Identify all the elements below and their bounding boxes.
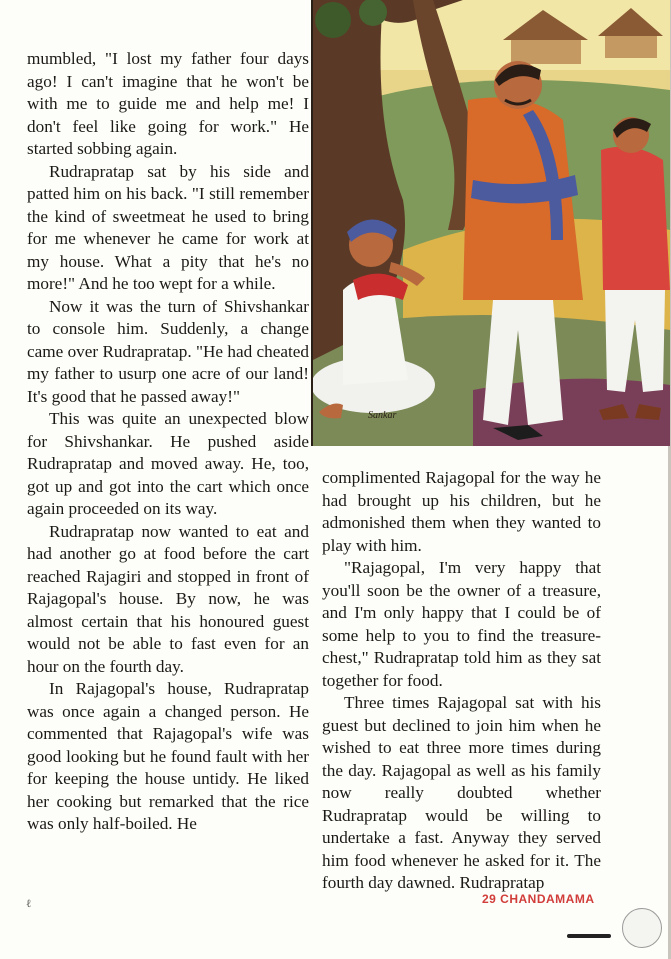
paragraph: Now it was the turn of Shivshankar to console him. Suddenly, a change came over Rudrapratap. "He had cheated my father to usurp one acre of our land! It's good that he passed away!"	[27, 296, 309, 406]
paragraph: In Rajagopal's house, Rudrapratap was once again a changed person. He commented that Rajagopal's wife was good looking but he found fault with her for keeping the house untidy. He liked her cooking but remarked that the rice was only half-boiled. He	[27, 679, 309, 833]
paragraph: Rudrapratap now wanted to eat and had another go at food before the cart reached Rajagiri and stopped in front of Rajagopal's house. By now, he was almost certain that his honoured guest would not be able to fast even for an hour on the fourth day.	[27, 521, 309, 676]
library-stamp-icon	[622, 908, 662, 948]
paragraph: Three times Rajagopal sat with his guest but declined to join him when he wished to eat three more times during the day. Rajagopal as well as his family now really doubted whether Rudrapratap would be willing to undertake a fast. Anyway they served him food whenever he asked for it. The fourth day dawned. Rudrapratap	[322, 693, 601, 892]
story-illustration	[311, 0, 670, 446]
paragraph: mumbled, "I lost my father four days ago! I can't imagine that he won't be with me to guide me and help me! I don't feel like going for work." He started sobbing again.	[27, 49, 309, 158]
paragraph: complimented Rajagopal for the way he had brought up his children, but he admonished them when they wanted to play with him.	[322, 468, 601, 555]
paragraph: "Rajagopal, I'm very happy that you'll soon be the owner of a treasure, and I'm only happy that I could be of some help to you to find the treasure-chest," Rudrapratap told him as they sat together for food.	[322, 558, 601, 690]
corner-mark: ℓ	[26, 898, 32, 910]
page-number-footer: 29 CHANDAMAMA	[482, 892, 595, 906]
artist-signature: Sankar	[368, 410, 397, 421]
paragraph: This was quite an unexpected blow for Shivshankar. He pushed aside Rudrapratap and moved away. He, too, got up and got into the cart which once again proceeded on its way.	[27, 409, 309, 518]
paragraph: Rudrapratap sat by his side and patted him on his back. "I still remember the kind of sweetmeat he used to bring for me whenever he came for work at my house. What a pity that he's no more!" And he too wept for a while.	[27, 161, 309, 293]
ink-smudge	[567, 934, 611, 938]
story-column-left	[27, 48, 309, 836]
story-column-right	[322, 467, 601, 895]
